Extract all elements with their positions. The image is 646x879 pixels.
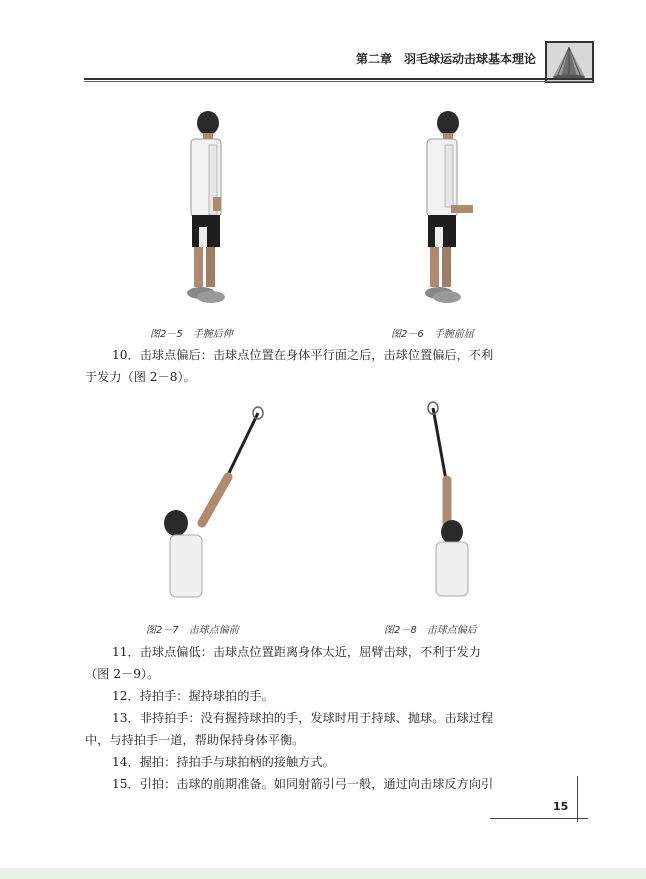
shuttlecock-emblem-icon — [547, 43, 592, 81]
paragraph-12: 12．持拍手：握持球拍的手。 — [112, 689, 274, 703]
footer-vertical-rule — [577, 776, 578, 822]
paragraph-10-line-1: 10．击球点偏后：击球点位置在身体平行面之后，击球位置偏后，不利 — [112, 348, 494, 362]
scan-bottom-edge — [0, 868, 646, 879]
paragraph-15: 15．引拍：击球的前期准备。如同射箭引弓一般，通过向击球反方向引 — [112, 777, 494, 791]
figure-2-7-photo — [150, 405, 265, 600]
paragraph-14: 14．握拍：持拍手与球拍柄的接触方式。 — [112, 755, 335, 769]
paragraph-13-line-2: 中，与持拍手一道，帮助保持身体平衡。 — [85, 733, 305, 747]
running-head: 第二章 羽毛球运动击球基本理论 — [356, 52, 537, 66]
footer-rule — [490, 818, 588, 819]
figure-2-6-photo — [415, 105, 490, 305]
figure-2-6-caption: 图2－6 手腕前屈 — [391, 329, 474, 340]
chapter-emblem-image — [545, 41, 594, 83]
paragraph-13-line-1: 13．非持拍手：没有握持球拍的手，发球时用于持球、抛球。击球过程 — [112, 711, 494, 725]
figure-2-8-photo — [420, 400, 480, 600]
paragraph-11-line-2: （图 2－9）。 — [85, 667, 160, 681]
header-rule — [84, 78, 593, 80]
paragraph-10-line-2: 于发力（图 2－8）。 — [85, 370, 196, 384]
page-number: 15 — [553, 800, 569, 813]
figure-2-8-caption: 图2－8 击球点偏后 — [384, 625, 477, 636]
paragraph-11-line-1: 11．击球点偏低：击球点位置距离身体太近，屈臂击球，不利于发力 — [112, 645, 481, 659]
figure-2-5-caption: 图2－5 手腕后伸 — [150, 329, 233, 340]
figure-2-5-photo — [175, 105, 245, 305]
figure-2-7-caption: 图2－7 击球点偏前 — [146, 625, 239, 636]
header-rule-thin — [84, 81, 593, 82]
